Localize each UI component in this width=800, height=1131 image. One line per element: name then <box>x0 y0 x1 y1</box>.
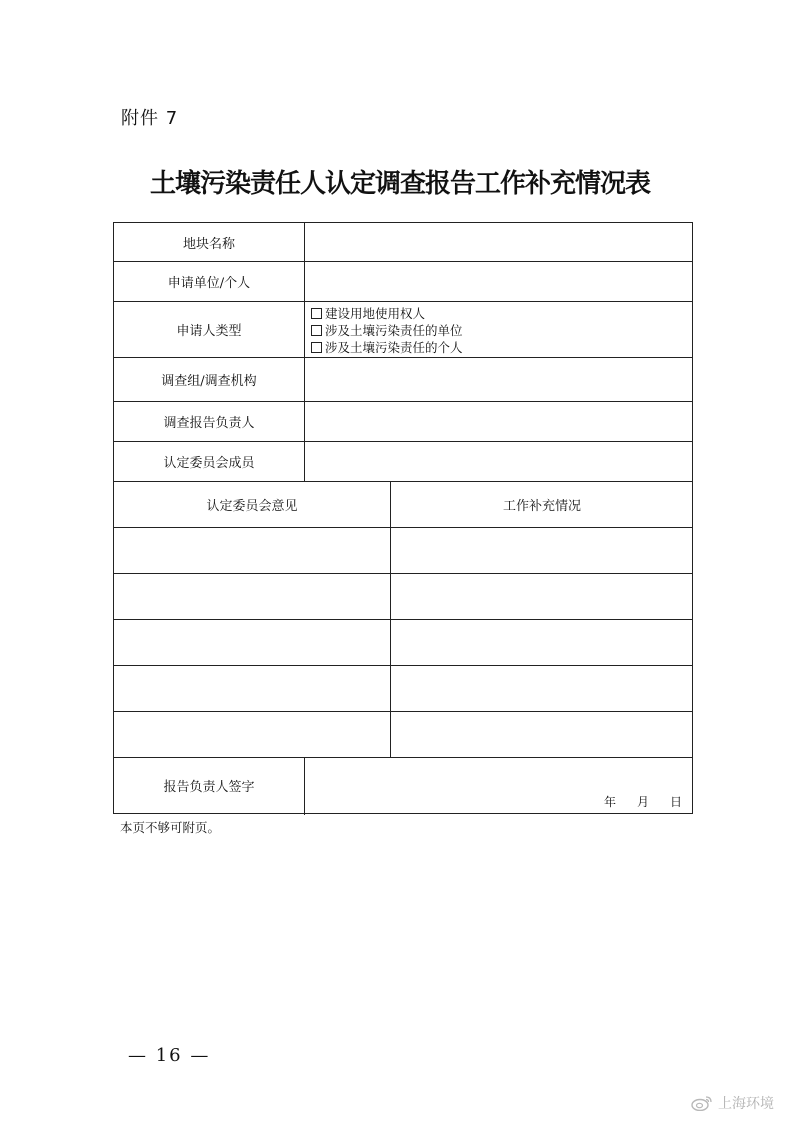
supplement-cell[interactable] <box>391 665 693 711</box>
signature-label: 报告负责人签字 <box>163 779 255 795</box>
option-responsible-individual[interactable] <box>311 339 463 356</box>
opinion-cell[interactable] <box>114 665 390 711</box>
label-plot-name: 地块名称 <box>182 236 235 252</box>
supplement-cell[interactable] <box>391 711 693 757</box>
committee-opinion-header: 认定委员会意见 <box>206 498 298 514</box>
opinion-cell[interactable] <box>114 619 390 665</box>
supplement-cell[interactable] <box>391 573 693 619</box>
option-label: 涉及土壤污染责任的个人 <box>325 340 463 355</box>
option-label: 建设用地使用权人 <box>325 306 426 321</box>
opinion-cell[interactable] <box>114 527 390 573</box>
month-label: 月 <box>636 795 650 809</box>
footnote: 本页不够可附页。 <box>120 820 221 835</box>
attachment-label: 附件 7 <box>121 108 179 129</box>
checkbox-icon[interactable] <box>311 325 322 336</box>
label-investigation-team: 调查组/调查机构 <box>161 373 257 389</box>
label-committee-members: 认定委员会成员 <box>163 455 255 471</box>
label-applicant: 申请单位/个人 <box>167 275 251 291</box>
option-responsible-unit[interactable] <box>311 322 463 339</box>
checkbox-icon[interactable] <box>311 342 322 353</box>
supplement-cell[interactable] <box>391 619 693 665</box>
applicant-type-options <box>311 305 463 356</box>
day-label: 日 <box>669 795 683 809</box>
signature-field[interactable] <box>305 757 693 813</box>
label-report-lead: 调查报告负责人 <box>163 415 255 431</box>
weibo-icon <box>691 1095 713 1111</box>
signature-date <box>584 793 683 810</box>
option-land-use-right-holder[interactable] <box>311 305 463 322</box>
opinion-cell[interactable] <box>114 711 390 757</box>
option-label: 涉及土壤污染责任的单位 <box>325 323 463 338</box>
checkbox-icon[interactable] <box>311 308 322 319</box>
investigation-team-field[interactable] <box>305 357 693 401</box>
supplement-status-header: 工作补充情况 <box>502 498 581 514</box>
applicant-field[interactable] <box>305 261 693 301</box>
plot-name-field[interactable] <box>305 223 693 261</box>
opinion-cell[interactable] <box>114 573 390 619</box>
year-label: 年 <box>603 795 617 809</box>
watermark <box>691 1093 774 1113</box>
report-lead-field[interactable] <box>305 401 693 441</box>
supplement-cell[interactable] <box>391 527 693 573</box>
supplement-form-table <box>113 222 693 814</box>
watermark-text: 上海环境 <box>718 1096 774 1112</box>
page-number: — 16 — <box>128 1045 211 1066</box>
label-applicant-type: 申请人类型 <box>176 323 242 339</box>
committee-members-field[interactable] <box>305 441 693 481</box>
form-title: 土壤污染责任人认定调查报告工作补充情况表 <box>149 169 650 199</box>
